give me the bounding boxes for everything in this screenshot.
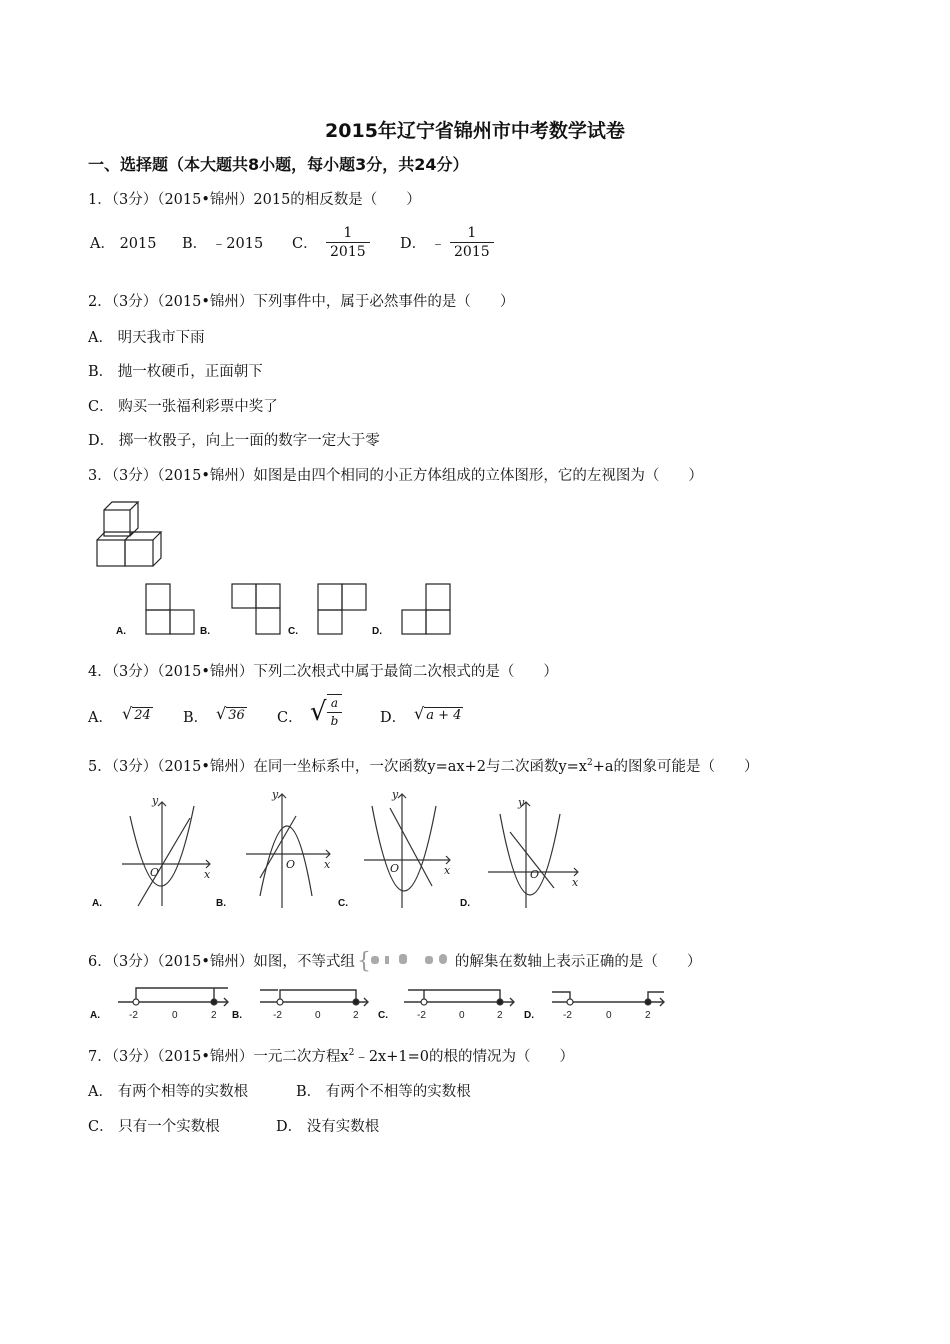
radicand: a + 4 xyxy=(426,708,462,723)
q1-fraction-c xyxy=(326,224,370,261)
origin-label: O xyxy=(390,862,400,875)
q4-option-d: D． xyxy=(380,710,407,726)
q7-option-d: D． 没有实数根 xyxy=(276,1119,380,1135)
q3-label-c: C. xyxy=(288,626,298,637)
q1-option-c: C． xyxy=(292,236,318,252)
q4-radical-d: √ a + 4 xyxy=(414,704,462,723)
q5-label-a: A. xyxy=(92,898,102,909)
q2-option-b: B． 抛一枚硬币，正面朝下 xyxy=(88,364,263,380)
question-6-stem xyxy=(88,949,702,974)
q1-fraction-d xyxy=(450,224,494,261)
q6-label-a: A. xyxy=(90,1010,100,1021)
tick-label: 2 xyxy=(211,1010,217,1021)
q6-label-d: D. xyxy=(524,1010,534,1021)
q3-label-d: D. xyxy=(372,626,382,637)
axis-x-label: x xyxy=(324,858,331,871)
q2-option-d: D． 掷一枚骰子，向上一面的数字一定大于零 xyxy=(88,433,380,449)
question-4-stem: 4．（3分）（2015•锦州）下列二次根式中属于最简二次根式的是（ ） xyxy=(88,664,558,680)
radicand: 24 xyxy=(134,708,151,723)
axis-y-label: y xyxy=(152,794,159,807)
q7-option-a: A． 有两个相等的实数根 xyxy=(88,1084,249,1100)
origin-label: O xyxy=(530,868,540,881)
tick-label: -2 xyxy=(273,1010,282,1021)
axis-x-label: x xyxy=(444,864,451,877)
q4-radical-a: √ 24 xyxy=(122,704,151,723)
q1-option-b: B． ﹣2015 xyxy=(182,236,264,252)
q1-option-d: D． ﹣ xyxy=(400,236,446,252)
q5-graphs-figure xyxy=(90,786,590,916)
axis-y-label: y xyxy=(272,788,279,801)
tick-label: 0 xyxy=(606,1010,612,1021)
q6-label-b: B. xyxy=(232,1010,242,1021)
tick-label: 2 xyxy=(497,1010,503,1021)
q5-label-d: D. xyxy=(460,898,470,909)
stem-text: 6．（3分）（2015•锦州）如图，不等式组 xyxy=(88,954,355,970)
q4-option-a: A． xyxy=(88,710,113,726)
tick-label: 0 xyxy=(459,1010,465,1021)
question-2-stem: 2．（3分）（2015•锦州）下列事件中，属于必然事件的是（ ） xyxy=(88,294,515,310)
q6-label-c: C. xyxy=(378,1010,388,1021)
q4-radical-c: √ $\frac{a}{b}$ xyxy=(310,694,342,730)
q3-label-b: B. xyxy=(200,626,210,637)
fraction-numerator: 1 xyxy=(450,224,494,243)
q7-option-b: B． 有两个不相等的实数根 xyxy=(296,1084,471,1100)
q2-option-a: A． 明天我市下雨 xyxy=(88,330,205,346)
question-5-stem xyxy=(88,755,759,776)
exponent: 2 xyxy=(348,1048,355,1059)
fraction-denominator: 2015 xyxy=(454,244,490,260)
axis-x-label: x xyxy=(572,876,579,889)
question-3-stem: 3．（3分）（2015•锦州）如图是由四个相同的小正方体组成的立体图形，它的左视图为（ ） xyxy=(88,468,703,484)
q4-radical-b: √ 36 xyxy=(216,704,245,723)
stem-text: ﹣2x+1=0的根的情况为（ ） xyxy=(354,1049,574,1065)
stem-text: 5．（3分）（2015•锦州）在同一坐标系中，一次函数y=ax+2与二次函数y=x xyxy=(88,759,587,775)
q4-option-c: C． xyxy=(277,710,303,726)
fraction-denominator: 2015 xyxy=(330,244,366,260)
axis-y-label: y xyxy=(392,788,399,801)
tick-label: 0 xyxy=(315,1010,321,1021)
tick-label: 0 xyxy=(172,1010,178,1021)
inequality-system-image xyxy=(355,949,455,974)
page-title: 2015年辽宁省锦州市中考数学试卷 xyxy=(325,120,625,142)
q5-label-b: B. xyxy=(216,898,226,909)
q2-option-c: C． 购买一张福利彩票中奖了 xyxy=(88,399,278,415)
tick-label: -2 xyxy=(563,1010,572,1021)
origin-label: O xyxy=(286,858,296,871)
q5-label-c: C. xyxy=(338,898,348,909)
radicand: 36 xyxy=(228,708,245,723)
fraction-numerator: 1 xyxy=(326,224,370,243)
fraction-denominator: b xyxy=(330,714,339,728)
section-heading: 一、选择题（本大题共8小题，每小题3分，共24分） xyxy=(88,155,469,174)
tick-label: 2 xyxy=(645,1010,651,1021)
tick-label: -2 xyxy=(417,1010,426,1021)
cube-stack-figure xyxy=(94,500,169,570)
stem-text: +a的图象可能是（ ） xyxy=(592,759,759,775)
question-1-stem: 1．（3分）（2015•锦州）2015的相反数是（ ） xyxy=(88,192,421,208)
fraction-numerator: a xyxy=(327,695,343,713)
exponent: 2 xyxy=(586,758,593,769)
q3-label-a: A. xyxy=(116,626,126,637)
axis-x-label: x xyxy=(204,868,211,881)
q7-option-c: C． 只有一个实数根 xyxy=(88,1119,220,1135)
tick-label: 2 xyxy=(353,1010,359,1021)
q1-option-a: A． 2015 xyxy=(90,236,157,252)
question-7-stem xyxy=(88,1045,574,1066)
origin-label: O xyxy=(150,866,160,879)
axis-y-label: y xyxy=(518,796,525,809)
tick-label: -2 xyxy=(129,1010,138,1021)
stem-text: 的解集在数轴上表示正确的是（ ） xyxy=(454,954,702,970)
svg-text:{: { xyxy=(356,949,371,974)
q4-option-b: B． xyxy=(183,710,209,726)
q6-number-lines-figure xyxy=(100,984,680,1024)
stem-text: 7．（3分）（2015•锦州）一元二次方程x xyxy=(88,1049,349,1065)
